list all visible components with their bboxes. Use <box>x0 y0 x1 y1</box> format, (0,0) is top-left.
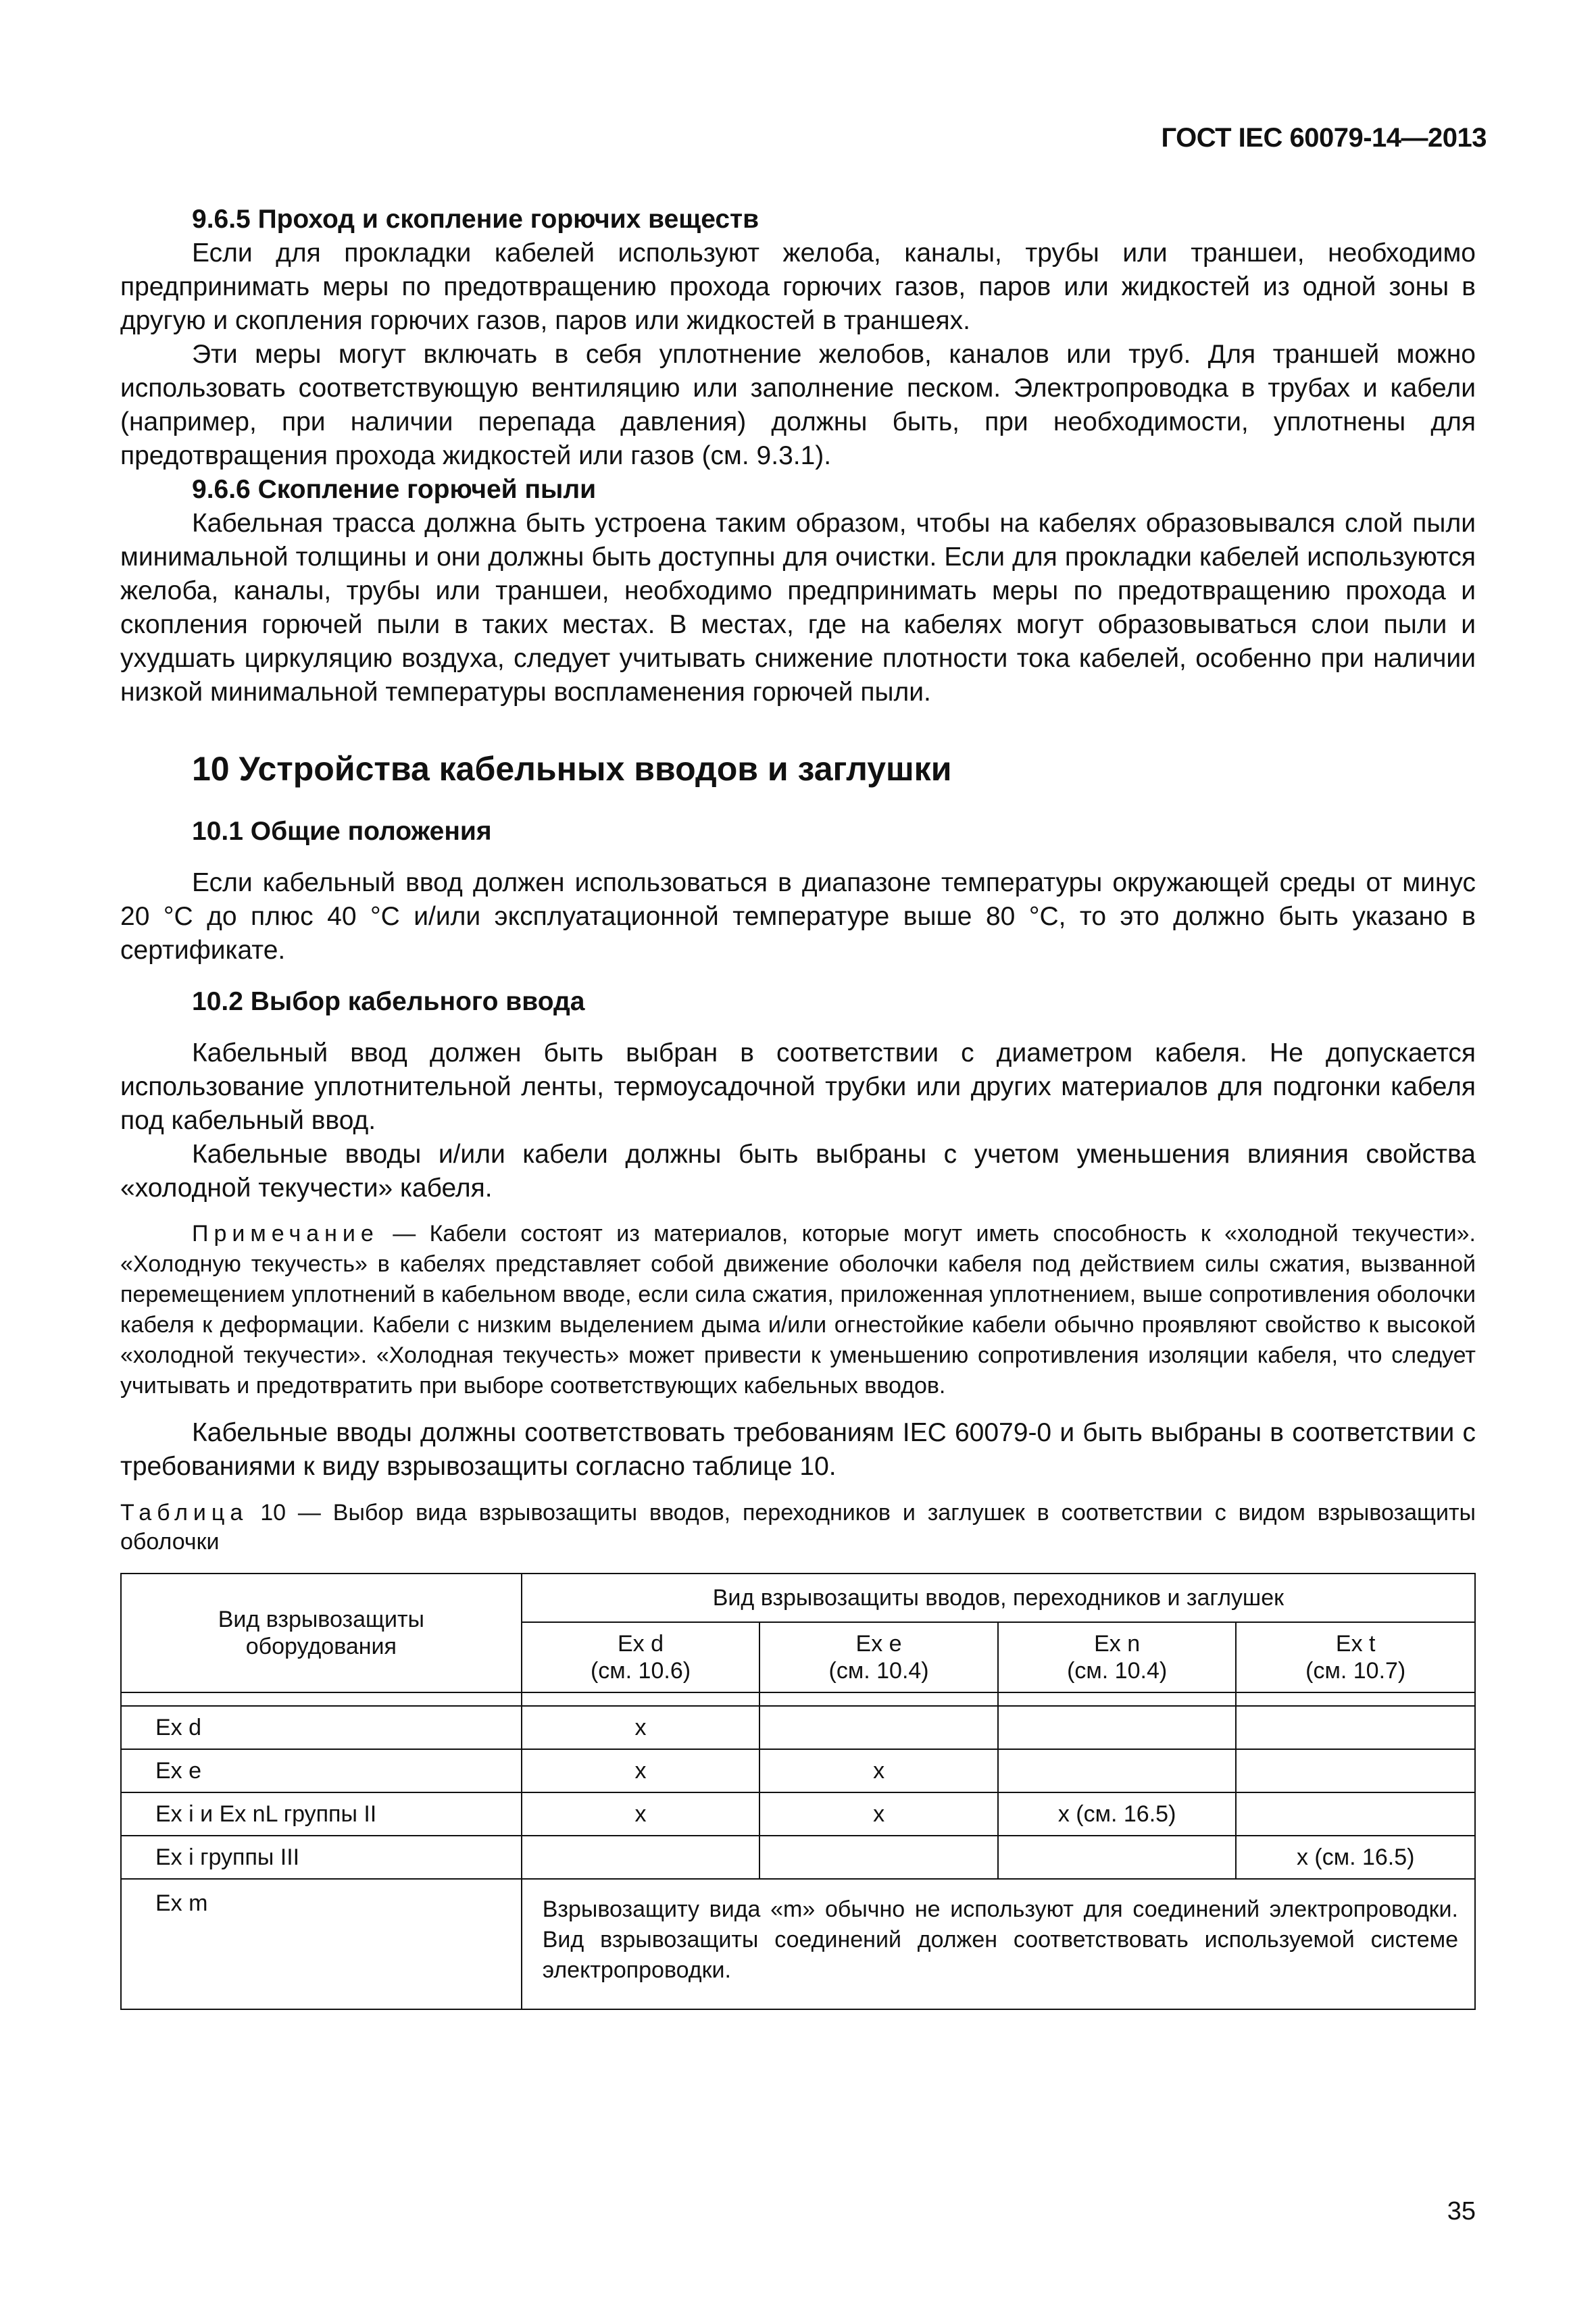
section-9-6-6-title: 9.6.6 Скопление горючей пыли <box>192 475 597 504</box>
table-row: Ex i группы III x (см. 16.5) <box>121 1836 1475 1879</box>
section-10-2-title: 10.2 Выбор кабельного ввода <box>192 987 585 1016</box>
paragraph: Кабельная трасса должна быть устроена таким образом, чтобы на кабелях образовывался слой пыли минимальной толщины и они должны быть доступны для очистки. Если для прокладки кабелей используются желоба, каналы, трубы или траншеи, необходимо предпринимать меры по предотвращению прохода и скопления горючей пыли в таких местах. В местах, где на кабелях могут образовываться слои пыли и ухудшать циркуляцию воздуха, следует учитывать снижение плотности тока кабелей, особенно при наличии низкой минимальной температуры воспламенения горючей пыли. <box>120 509 1476 707</box>
note-text: — Кабели состоят из материалов, которые могут иметь способность к «холодной текучести». «Холодную текучесть» в кабелях представляет собой движение оболочки кабеля под действием силы сжатия, вызванной перемещением уплотнений в кабельном вводе, если сила сжатия, приложенная уплотнением, выше сопротивления оболочки кабеля к деформации. Кабели с низким выделением дыма и/или огнестойкие кабели обычно проявляют свойство к высокой «холодной текучести». «Холодная текучесть» может привести к уменьшению сопротивления изоляции кабеля, что следует учитывать и предотвратить при выборе соответствующих кабельных вводов. <box>120 1221 1476 1399</box>
page-body <box>120 203 1476 2010</box>
document-code: ГОСТ IEC 60079-14—2013 <box>1161 123 1487 153</box>
table-spacer-row <box>121 1692 1475 1706</box>
column-group-header: Вид взрывозащиты вводов, переходников и заглушек <box>522 1574 1475 1622</box>
section-9-6-5-title: 9.6.5 Проход и скопление горючих веществ <box>192 205 759 234</box>
table-row: Ex i и Ex nL группы II x x x (см. 16.5) <box>121 1792 1475 1836</box>
paragraph: Если кабельный ввод должен использоваться в диапазоне температуры окружающей среды от минус 20 °С до плюс 40 °С и/или эксплуатационной температуре выше 80 °С, то это должно быть указано в сертификате. <box>120 868 1476 965</box>
protection-type-table <box>120 1573 1476 2010</box>
note-label: Примечание <box>192 1221 379 1247</box>
section-10-title: 10 Устройства кабельных вводов и заглушки <box>192 750 952 788</box>
table-caption <box>120 1499 1476 1557</box>
note <box>120 1219 1476 1401</box>
table-row: Ex e x x <box>121 1749 1475 1792</box>
table-caption-text: 10 — Выбор вида взрывозащиты вводов, переходников и заглушек в соответствии с видом взрывозащиты оболочки <box>120 1500 1476 1555</box>
column-header: Ex n (см. 10.4) <box>998 1622 1237 1692</box>
column-header-equipment: Вид взрывозащиты оборудования <box>121 1574 522 1692</box>
paragraph: Эти меры могут включать в себя уплотнение желобов, каналов или труб. Для траншей можно использовать соответствующую вентиляцию или заполнение песком. Электропроводка в трубах и кабели (например, при наличии перепада давления) должны быть, при необходимости, уплотнены для предотвращения прохода жидкостей или газов (см. 9.3.1). <box>120 340 1476 470</box>
ex-m-note: Взрывозащиту вида «m» обычно не используют для соединений электропроводки. Вид взрывозащиты соединений должен соответствовать используемой системе электропроводки. <box>522 1879 1475 2009</box>
table-caption-label: Таблица <box>120 1500 249 1526</box>
paragraph: Кабельные вводы должны соответствовать требованиям IEC 60079-0 и быть выбраны в соответствии с требованиями к виду взрывозащиты согласно таблице 10. <box>120 1418 1476 1481</box>
section-10-1-title: 10.1 Общие положения <box>192 817 492 846</box>
page-number: 35 <box>1447 2197 1476 2225</box>
table-row: Ex d x <box>121 1706 1475 1749</box>
column-header: Ex d (см. 10.6) <box>522 1622 760 1692</box>
table-row-ex-m: Ex m Взрывозащиту вида «m» обычно не используют для соединений электропроводки. Вид взрывозащиты соединений должен соответствовать используемой системе электропроводки. <box>121 1879 1475 2009</box>
paragraph: Кабельные вводы и/или кабели должны быть выбраны с учетом уменьшения влияния свойства «холодной текучести» кабеля. <box>120 1140 1476 1203</box>
paragraph: Если для прокладки кабелей используют желоба, каналы, трубы или траншеи, необходимо предпринимать меры по предотвращению прохода горючих газов, паров или жидкостей из одной зоны в другую и скопления горючих газов, паров или жидкостей в траншеях. <box>120 238 1476 335</box>
paragraph: Кабельный ввод должен быть выбран в соответствии с диаметром кабеля. Не допускается использование уплотнительной ленты, термоусадочной трубки или других материалов для подгонки кабеля под кабельный ввод. <box>120 1038 1476 1135</box>
column-header: Ex t (см. 10.7) <box>1236 1622 1475 1692</box>
column-header: Ex e (см. 10.4) <box>759 1622 998 1692</box>
